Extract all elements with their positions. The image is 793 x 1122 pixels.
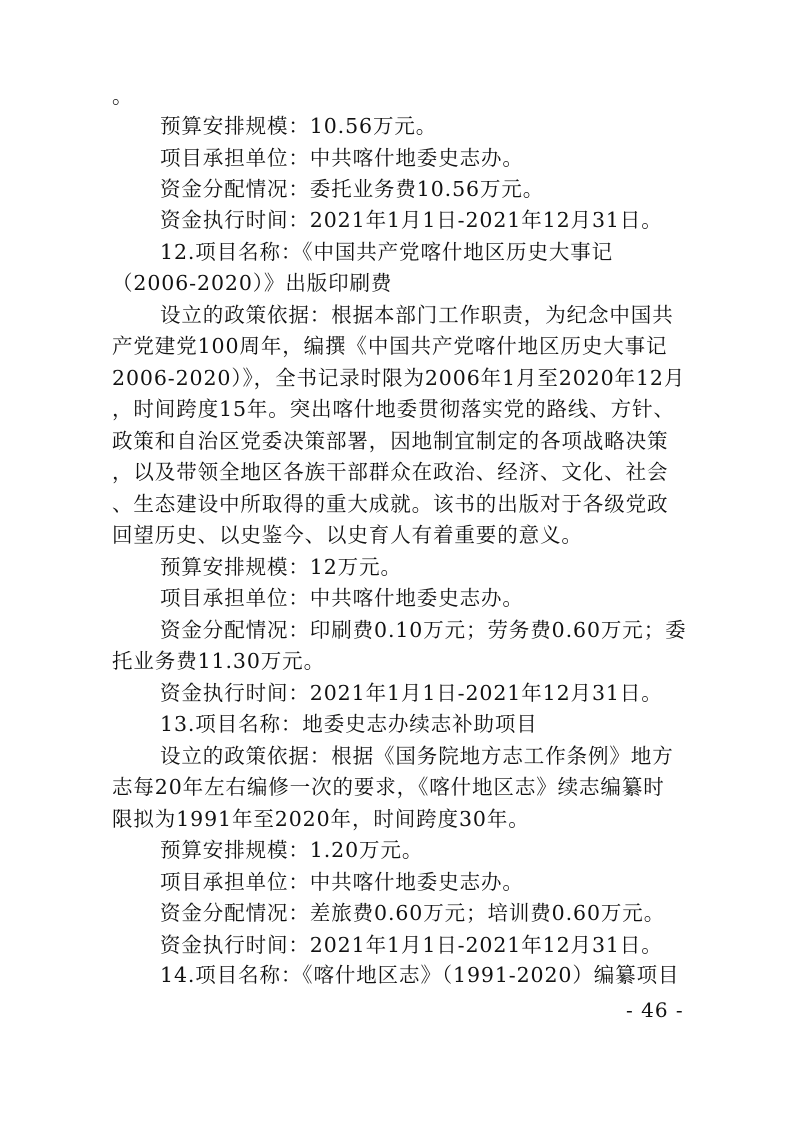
budget-scale-13: 预算安排规模：1.20万元。 xyxy=(160,838,424,862)
text-line: 政策和自治区党委决策部署，因地制宜制定的各项战略决策 xyxy=(112,429,669,453)
budget-scale-12: 预算安排规模：12万元。 xyxy=(160,555,402,579)
policy-basis-13: 设立的政策依据：根据《国务院地方志工作条例》地方 xyxy=(160,744,674,768)
fund-allocation-13: 资金分配情况：差旅费0.60万元；培训费0.60万元。 xyxy=(160,901,666,925)
undertaking-unit-13: 项目承担单位：中共喀什地委史志办。 xyxy=(160,870,524,894)
execution-time-12: 资金执行时间：2021年1月1日-2021年12月31日。 xyxy=(160,681,663,705)
page-number: - 46 - xyxy=(626,998,684,1022)
fund-allocation-11: 资金分配情况：委托业务费10.56万元。 xyxy=(160,177,545,201)
text-line: 产党建党100周年，编撰《中国共产党喀什地区历史大事记 xyxy=(112,334,668,358)
text-line: 志每20年左右编修一次的要求，《喀什地区志》续志编纂时 xyxy=(112,775,665,799)
text-line: 、生态建设中所取得的重大成就。该书的出版对于各级党政 xyxy=(112,492,669,516)
text-line: 。 xyxy=(112,84,134,108)
project-12-title-cont: （2006-2020）》出版印刷费 xyxy=(112,271,393,295)
text-line: 托业务费11.30万元。 xyxy=(112,649,325,673)
text-line: 回望历史、以史鉴今、以史育人有着重要的意义。 xyxy=(112,523,583,547)
project-13-title: 13.项目名称：地委史志办续志补助项目 xyxy=(160,712,538,736)
execution-time-11: 资金执行时间：2021年1月1日-2021年12月31日。 xyxy=(160,208,663,232)
undertaking-unit-11: 项目承担单位：中共喀什地委史志办。 xyxy=(160,146,524,170)
project-14-title: 14.项目名称：《喀什地区志》（1991-2020）编纂项目 xyxy=(160,963,680,987)
text-line: 2006-2020）》，全书记录时限为2006年1月至2020年12月 xyxy=(112,366,686,390)
execution-time-13: 资金执行时间：2021年1月1日-2021年12月31日。 xyxy=(160,933,663,957)
fund-allocation-12: 资金分配情况：印刷费0.10万元；劳务费0.60万元；委 xyxy=(160,618,687,642)
policy-basis-12: 设立的政策依据：根据本部门工作职责，为纪念中国共 xyxy=(160,303,674,327)
project-12-title: 12.项目名称：《中国共产党喀什地区历史大事记 xyxy=(160,240,614,264)
undertaking-unit-12: 项目承担单位：中共喀什地委史志办。 xyxy=(160,586,524,610)
text-line: ，时间跨度15年。突出喀什地委贯彻落实党的路线、方针、 xyxy=(112,397,675,421)
budget-scale-11: 预算安排规模：10.56万元。 xyxy=(160,114,438,138)
text-line: 限拟为1991年至2020年，时间跨度30年。 xyxy=(112,807,530,831)
text-line: ，以及带领全地区各族干部群众在政治、经济、文化、社会 xyxy=(112,460,669,484)
